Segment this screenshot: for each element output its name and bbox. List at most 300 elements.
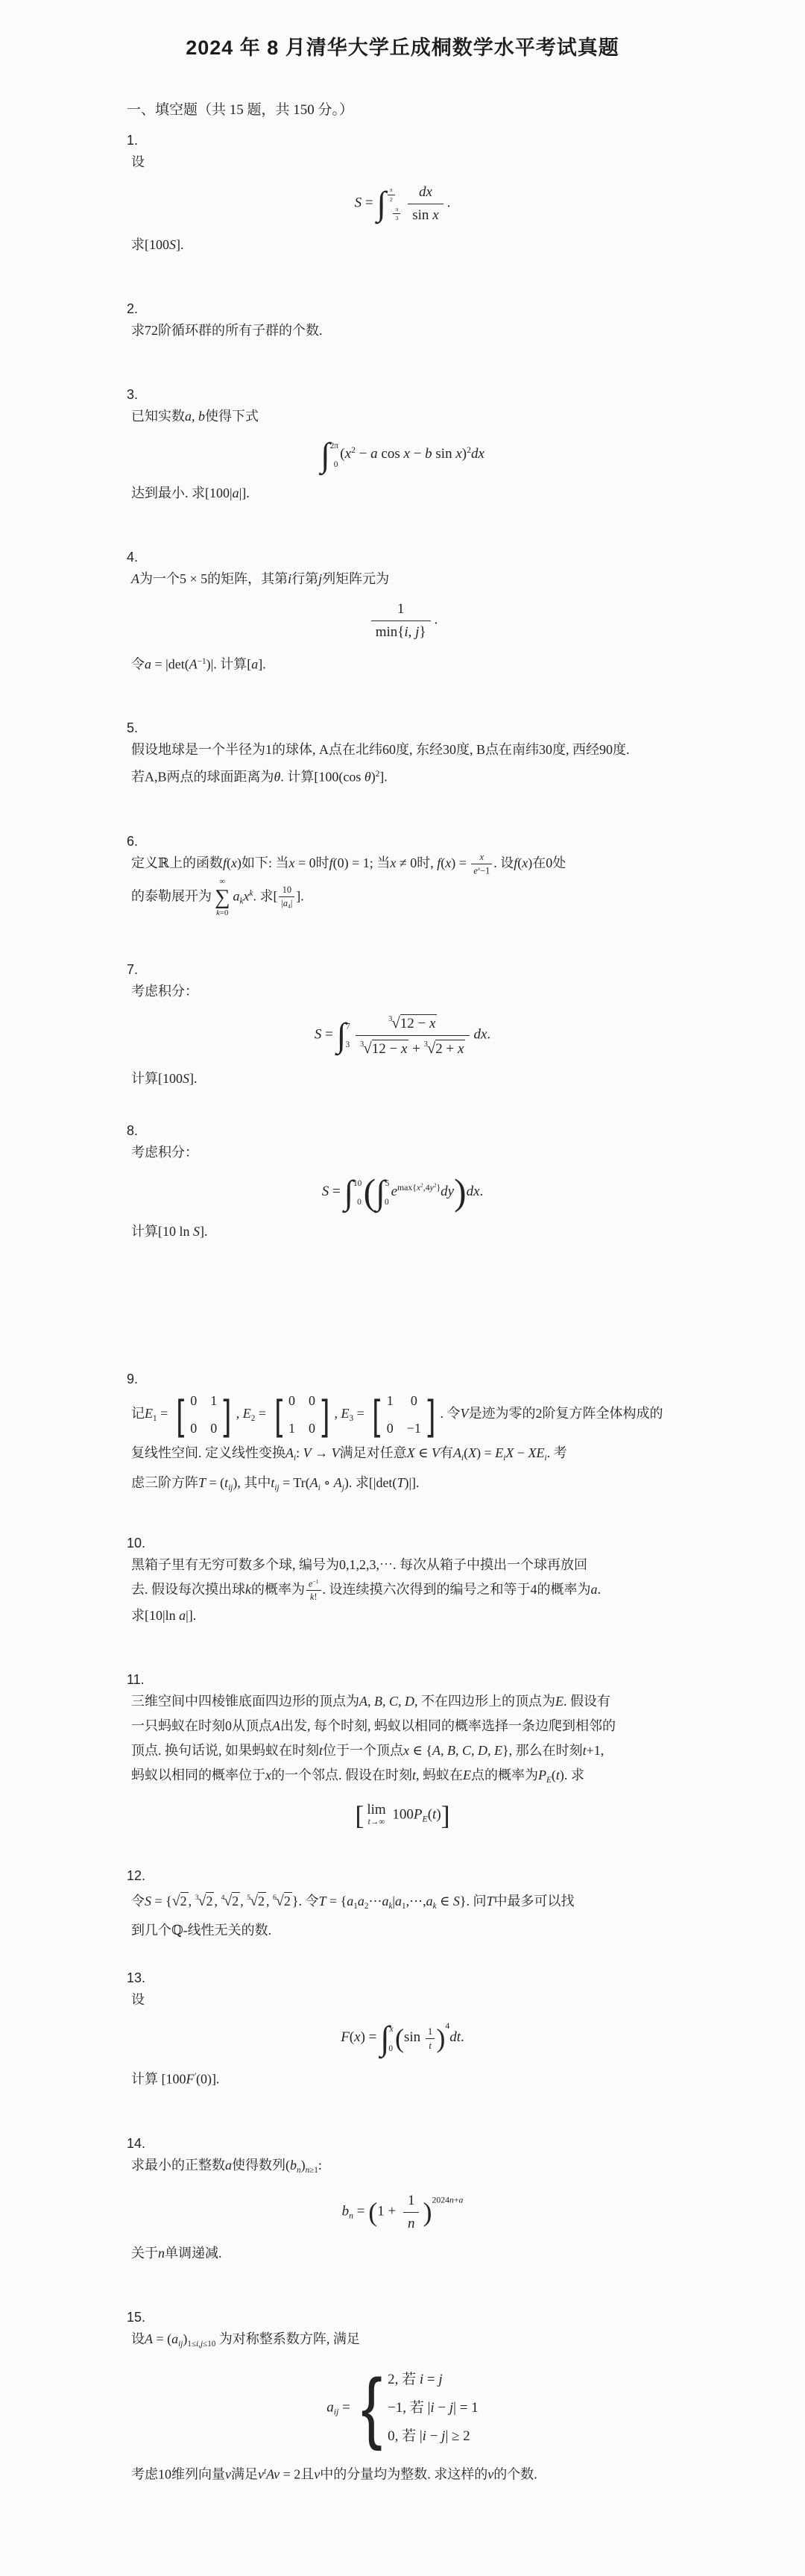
seg-r: (0) = 1;: [332, 855, 373, 870]
seg-r: 2,: [388, 2371, 402, 2387]
seg-r: 100: [388, 1806, 414, 1822]
seg-m: T: [397, 1474, 405, 1490]
problem-number: 3.: [127, 387, 139, 402]
seg-t: 是迹为零的2阶复方阵全体构成的: [468, 1406, 663, 1421]
seg-big: ): [436, 2023, 446, 2054]
seg-sub: 4: [288, 902, 291, 910]
seg-m: x: [432, 207, 439, 223]
seg-r: ): [370, 769, 376, 785]
seg-int: ∫: [376, 184, 386, 223]
seg-r: ≠ 0: [396, 855, 417, 870]
seg-m: j: [441, 2428, 446, 2444]
seg-r: },: [502, 1742, 513, 1758]
seg-r: −: [514, 1445, 528, 1460]
seg-sub: 1: [402, 1901, 406, 1911]
radical-index: 3: [388, 1015, 393, 1024]
seg-t: 已知实数: [131, 409, 185, 424]
seg-r: −: [426, 2428, 442, 2444]
seg-r: →∞: [370, 1817, 385, 1826]
seg-t: ,: [600, 1742, 604, 1758]
seg-r: ,: [214, 1893, 221, 1909]
seg-m: P: [538, 1767, 547, 1782]
seg-m: t: [319, 1742, 323, 1758]
problem-text: [131, 1066, 678, 1091]
seg-sub: 1: [353, 1901, 358, 1911]
problem-text: [131, 1689, 678, 1714]
seg-r: sin: [412, 207, 433, 223]
seg-m: f: [222, 855, 227, 870]
radical: [423, 1038, 466, 1057]
radical: [273, 1894, 292, 1909]
seg-m: V: [431, 1445, 440, 1460]
seg-r: .: [434, 611, 438, 627]
seg-r: (: [340, 446, 345, 462]
seg-r: ): [236, 855, 242, 870]
seg-m: F: [341, 2029, 350, 2046]
seg-r: min{: [375, 623, 405, 640]
seg-m: x: [455, 446, 462, 462]
seg-m: A: [189, 656, 198, 672]
problem-text: [131, 2241, 678, 2266]
problem-number: 2.: [127, 301, 139, 316]
seg-big: ]: [441, 1800, 450, 1830]
seg-r: 2024: [432, 2194, 449, 2205]
seg-r: = Tr(: [279, 1474, 310, 1490]
seg-big: (: [394, 2023, 404, 2054]
seg-big: (: [368, 2196, 378, 2227]
problem-text: [131, 233, 678, 257]
problem-text: [131, 1553, 678, 1577]
problem-1: [127, 131, 678, 257]
seg-m: t: [429, 2039, 432, 2051]
seg-t: . 设连续摸六次得到的编号之和等于4的概率为: [322, 1581, 591, 1597]
problem-text: [131, 1219, 678, 1244]
matrix-cell: 1: [210, 1393, 218, 1408]
seg-r: ].: [379, 769, 388, 785]
problem-text: [131, 1441, 678, 1471]
formula: [127, 2366, 678, 2451]
seg-m: S: [169, 237, 176, 252]
seg-r: (: [517, 855, 523, 870]
seg-r: ,: [236, 1406, 243, 1421]
fraction: [471, 852, 492, 877]
seg-m: v: [225, 2466, 231, 2482]
seg-t: 的泰勒展开为: [131, 888, 212, 904]
seg-r: !: [314, 1592, 318, 1603]
seg-r: = {: [326, 1893, 347, 1909]
seg-r: 12 −: [371, 1040, 401, 1057]
seg-m: T: [198, 1474, 206, 1490]
problem-number: 9.: [127, 1372, 139, 1386]
main-symbol: [215, 887, 230, 908]
fraction-numerator: [426, 2026, 435, 2039]
seg-m: X: [468, 1445, 477, 1460]
seg-sl: 3: [345, 1040, 350, 1049]
seg-m: j: [318, 571, 323, 586]
seg-m: A: [333, 1474, 342, 1490]
matrix-cell: 0: [309, 1393, 316, 1408]
formula: [127, 1013, 678, 1058]
seg-m: dx: [471, 446, 484, 462]
radicand: [435, 1040, 465, 1057]
seg-t: 求最小的正整数: [131, 2157, 225, 2173]
seg-int: ∫: [336, 1015, 347, 1054]
seg-r: ].: [258, 656, 266, 672]
seg-m: S: [354, 195, 362, 211]
problem-text: [131, 1738, 678, 1763]
fraction-numerator: π: [388, 186, 395, 195]
seg-sup: 2: [351, 445, 356, 456]
seg-m: a: [225, 2157, 232, 2173]
matrix-cell: 0: [309, 1421, 316, 1436]
formula: [127, 438, 678, 472]
radical-sign: √: [198, 1892, 206, 1909]
seg-supm: ′: [194, 2072, 196, 2082]
seg-sup: [397, 1183, 441, 1193]
radical: [195, 1894, 215, 1909]
seg-t: 一只蚂蚁在时刻0从顶点: [131, 1718, 272, 1733]
seg-r: ,⋯,: [405, 1893, 426, 1909]
seg-m: V: [331, 1445, 340, 1460]
problem-number: 11.: [127, 1671, 145, 1687]
seg-r: =: [423, 2371, 439, 2387]
page-title: 2024 年 8 月清华大学丘成桐数学水平考试真题: [186, 37, 619, 59]
matrix-grid: [284, 1389, 320, 1441]
seg-r: [10|ln: [145, 1607, 180, 1623]
radicand: [400, 1014, 438, 1031]
seg-r: =: [329, 1183, 344, 1199]
seg-r: lim: [367, 1801, 386, 1818]
fraction-denominator: [306, 1591, 321, 1603]
seg-r: [|det(: [368, 1474, 397, 1490]
seg-r: ].: [176, 237, 184, 252]
seg-r: (: [551, 1767, 556, 1782]
seg-t: 记: [131, 1406, 145, 1421]
seg-r: |: [290, 898, 293, 909]
fraction: [356, 1013, 470, 1058]
seg-r: max{: [397, 1182, 417, 1193]
seg-r: = (: [153, 2331, 172, 2346]
seg-r: +: [408, 1040, 424, 1057]
seg-supm: k: [249, 888, 253, 898]
seg-m: i: [430, 2399, 435, 2416]
seg-subm: ij: [333, 2407, 339, 2417]
radical-index: 3: [360, 1040, 364, 1049]
seg-m: t: [271, 1474, 275, 1490]
seg-t: . 设: [493, 855, 514, 870]
problem-6: [127, 832, 678, 918]
matrix: [370, 1389, 437, 1441]
seg-subm: i: [544, 1453, 547, 1463]
seg-m: a: [347, 1893, 354, 1909]
problem-text: [131, 2064, 678, 2092]
seg-sub: [306, 2166, 318, 2175]
radical-sign: √: [250, 1892, 259, 1909]
seg-t: 到几个: [131, 1923, 171, 1938]
seg-m: X: [406, 1445, 415, 1460]
seg-r: ∞: [219, 876, 226, 886]
problem-4: [127, 547, 678, 677]
seg-m: A: [452, 1445, 461, 1460]
seg-m: f: [514, 855, 518, 870]
fraction-denominator: [408, 204, 443, 224]
problem-7: [127, 960, 678, 1091]
seg-subm: ij: [274, 1483, 280, 1492]
seg-t: 中的分量均为整数. 求这样的: [320, 2466, 488, 2482]
problem-number: 8.: [127, 1122, 139, 1138]
fraction-denominator: [471, 864, 492, 877]
seg-t: 考: [553, 1445, 567, 1460]
seg-bigg: ): [454, 1171, 467, 1213]
seg-m: V: [303, 1445, 312, 1460]
seg-r: |].: [239, 485, 250, 500]
fraction-denominator: 3: [395, 215, 399, 222]
radical-sign: √: [391, 1013, 400, 1031]
formula: [127, 2192, 678, 2232]
seg-r: ].: [189, 1070, 198, 1086]
problem-number: 6.: [127, 833, 139, 849]
seg-r: ≤10: [203, 2339, 216, 2349]
fraction-numerator: [356, 1013, 470, 1036]
seg-m: a: [326, 2398, 334, 2415]
seg-m: E: [463, 1767, 472, 1782]
matrix: [273, 1389, 332, 1441]
seg-r: [100(cos: [314, 769, 364, 785]
seg-m: x: [429, 1015, 436, 1031]
seg-r: }.: [291, 1893, 306, 1909]
seg-sl: 0: [333, 460, 338, 470]
seg-r: }: [419, 623, 426, 640]
seg-t: -线性无关的数.: [183, 1923, 272, 1938]
seg-t: 单调递减.: [165, 2245, 222, 2261]
seg-r: =: [353, 2203, 369, 2220]
seg-subm: E: [422, 1814, 428, 1824]
seg-m: A, B, C, D: [359, 1693, 414, 1709]
seg-m: j: [200, 2339, 203, 2349]
fraction-denominator: [426, 2039, 435, 2052]
problem-text: [131, 1763, 678, 1793]
under-script: [216, 908, 228, 918]
seg-t: 令: [131, 1893, 145, 1909]
seg-t: 令: [131, 656, 145, 672]
fraction: [306, 1578, 321, 1603]
seg-t: 列矩阵元为: [322, 571, 390, 586]
seg-m: x: [522, 855, 528, 870]
seg-m: x: [344, 446, 352, 462]
over-under: [215, 877, 230, 918]
seg-subm: E: [546, 1775, 552, 1785]
problem-text: 考虑积分：: [131, 1144, 198, 1160]
seg-m: i: [422, 2428, 426, 2444]
seg-m: v: [487, 2466, 494, 2482]
seg-m: x: [243, 888, 250, 904]
seg-r: 1: [397, 600, 405, 617]
seg-m: b: [425, 446, 432, 462]
seg-m: t: [412, 1767, 417, 1782]
seg-r: | = 1: [453, 2399, 479, 2416]
seg-sl: 0: [385, 1197, 389, 1207]
seg-t: 达到最小. 求: [131, 485, 205, 500]
seg-r: (: [427, 1806, 433, 1822]
problem-text: [131, 567, 678, 591]
seg-su: 5: [385, 1178, 390, 1188]
fraction-numerator: [471, 852, 492, 864]
matrix-cell: [ 0: [288, 1393, 296, 1408]
formula: [127, 183, 678, 224]
seg-t: .: [597, 1581, 602, 1597]
seg-m: x: [354, 2029, 361, 2046]
problem-13: [127, 1968, 678, 2091]
problem-text: [131, 2460, 678, 2487]
problem-text: 设: [131, 1992, 145, 2008]
seg-r: =0: [219, 908, 229, 917]
seg-sl: [391, 205, 402, 222]
seg-sup: 2: [375, 770, 380, 779]
seg-t: 关于: [131, 2245, 158, 2261]
seg-m: x: [416, 1182, 421, 1193]
seg-subm: n: [349, 2211, 353, 2221]
seg-r: .: [487, 1025, 491, 1042]
seg-m: k: [310, 1592, 315, 1603]
seg-sup: 2: [467, 445, 471, 456]
seg-m: a: [426, 1893, 433, 1909]
seg-m: t: [224, 1474, 229, 1490]
seg-r: (: [441, 855, 446, 870]
seg-r: ): [559, 1767, 564, 1782]
seg-m: dt: [449, 2029, 461, 2046]
seg-r: sin: [432, 446, 456, 462]
radical: [172, 1894, 189, 1909]
seg-t: 计算: [131, 1224, 158, 1239]
seg-m: x: [458, 1040, 464, 1057]
seg-big: ): [423, 2196, 432, 2227]
seg-m: a: [382, 1893, 389, 1909]
seg-m: b: [290, 2157, 297, 2173]
seg-r: −: [355, 446, 371, 462]
seg-m: θ: [274, 769, 281, 785]
seg-t: 行第: [291, 571, 319, 586]
seg-r: [10 ln: [158, 1224, 193, 1239]
seg-sup: 2: [433, 1181, 437, 1189]
matrix-cell: 0: [410, 1393, 417, 1408]
problem-number: 1.: [127, 133, 139, 148]
seg-r: −: [409, 446, 426, 462]
seg-r: ∈: [436, 1893, 453, 1909]
seg-t: 满足对任意: [339, 1445, 407, 1460]
seg-t: 令: [446, 1406, 461, 1421]
matrix-grid: [382, 1389, 426, 1441]
seg-t: 如下: 当: [241, 855, 289, 870]
problem-text: [131, 1918, 678, 1943]
seg-m: v: [258, 2466, 264, 2482]
problem-text: [131, 2327, 678, 2357]
radicand: 2: [258, 1893, 265, 1909]
seg-r: [: [273, 888, 278, 904]
seg-r: 10: [282, 885, 291, 896]
seg-m: T: [318, 1893, 326, 1909]
formula: [127, 1171, 678, 1213]
seg-r: 1: [427, 2025, 433, 2037]
seg-t: 若: [402, 2428, 420, 2444]
fraction-numerator: π: [393, 206, 400, 215]
seg-r: :: [318, 2157, 322, 2173]
seg-r: ) =: [360, 2029, 381, 2046]
problem-text: [131, 1389, 678, 1441]
seg-m: k: [216, 908, 220, 917]
seg-subm: i: [461, 1453, 464, 1463]
seg-m: i: [404, 623, 408, 640]
seg-r: [100: [158, 1070, 183, 1086]
seg-m: E: [242, 1406, 251, 1421]
seg-m: f: [329, 855, 333, 870]
seg-m: A: [145, 2331, 153, 2346]
seg-int: ∫: [321, 436, 330, 474]
seg-r: |].: [186, 1607, 197, 1623]
radicand: [372, 1040, 409, 1057]
seg-m: e: [391, 1183, 397, 1199]
problem-number: 5.: [127, 720, 139, 736]
seg-m: x: [400, 1040, 408, 1057]
seg-m: b: [341, 2203, 350, 2220]
formula: [127, 600, 678, 641]
seg-t: 出发, 每个时刻, 蚂蚁以相同的概率选择一条边爬到相邻的: [280, 1718, 616, 1733]
seg-r: :: [296, 1445, 303, 1460]
seg-r: =: [338, 2398, 354, 2415]
problem-number: 4.: [127, 549, 139, 565]
seg-m: t: [367, 1817, 370, 1826]
matrix-cell: 0: [190, 1421, 198, 1436]
formula: [127, 1802, 678, 1829]
seg-r: ∘: [320, 1474, 334, 1490]
seg-sl: 0: [388, 2043, 394, 2053]
seg-m: T: [486, 1893, 494, 1909]
seg-t: 使得数列: [232, 2157, 285, 2173]
seg-r: −: [434, 2399, 449, 2416]
seg-r: 1≤: [187, 2339, 197, 2349]
problem-10: [127, 1533, 678, 1628]
seg-t: 那么在时刻: [512, 1742, 583, 1758]
seg-t: 计算: [220, 656, 247, 672]
seg-r: ): [300, 2157, 306, 2173]
seg-m: x: [479, 851, 484, 862]
seg-su: [390, 2026, 394, 2035]
fraction-denominator: [356, 1036, 470, 1058]
seg-r: .: [461, 2029, 464, 2046]
radical-sign: √: [224, 1892, 233, 1909]
seg-r: 2 +: [435, 1040, 458, 1057]
seg-r: |: [281, 898, 283, 909]
seg-t: 位于一个顶点: [323, 1742, 404, 1758]
seg-m: a: [251, 656, 259, 672]
seg-r: [100|: [205, 485, 233, 500]
seg-m: P: [413, 1806, 423, 1822]
seg-m: a: [370, 446, 378, 462]
seg-t: 求: [259, 888, 274, 904]
seg-r: ): [461, 446, 467, 462]
problem-text: 求72阶循环群的所有子群的个数.: [131, 323, 323, 338]
seg-m: x: [445, 855, 452, 870]
seg-t: 时: [315, 855, 329, 870]
problem-14: [127, 2134, 678, 2266]
seg-t: 其中: [244, 1474, 271, 1490]
seg-m: XE: [528, 1445, 545, 1460]
seg-m: a: [232, 485, 239, 500]
seg-r: = 0: [294, 855, 316, 870]
problem-text: [131, 851, 678, 877]
seg-t: 满足: [231, 2466, 258, 2482]
seg-r: | ≥ 2: [445, 2428, 470, 2444]
seg-r: [100: [161, 2071, 186, 2087]
